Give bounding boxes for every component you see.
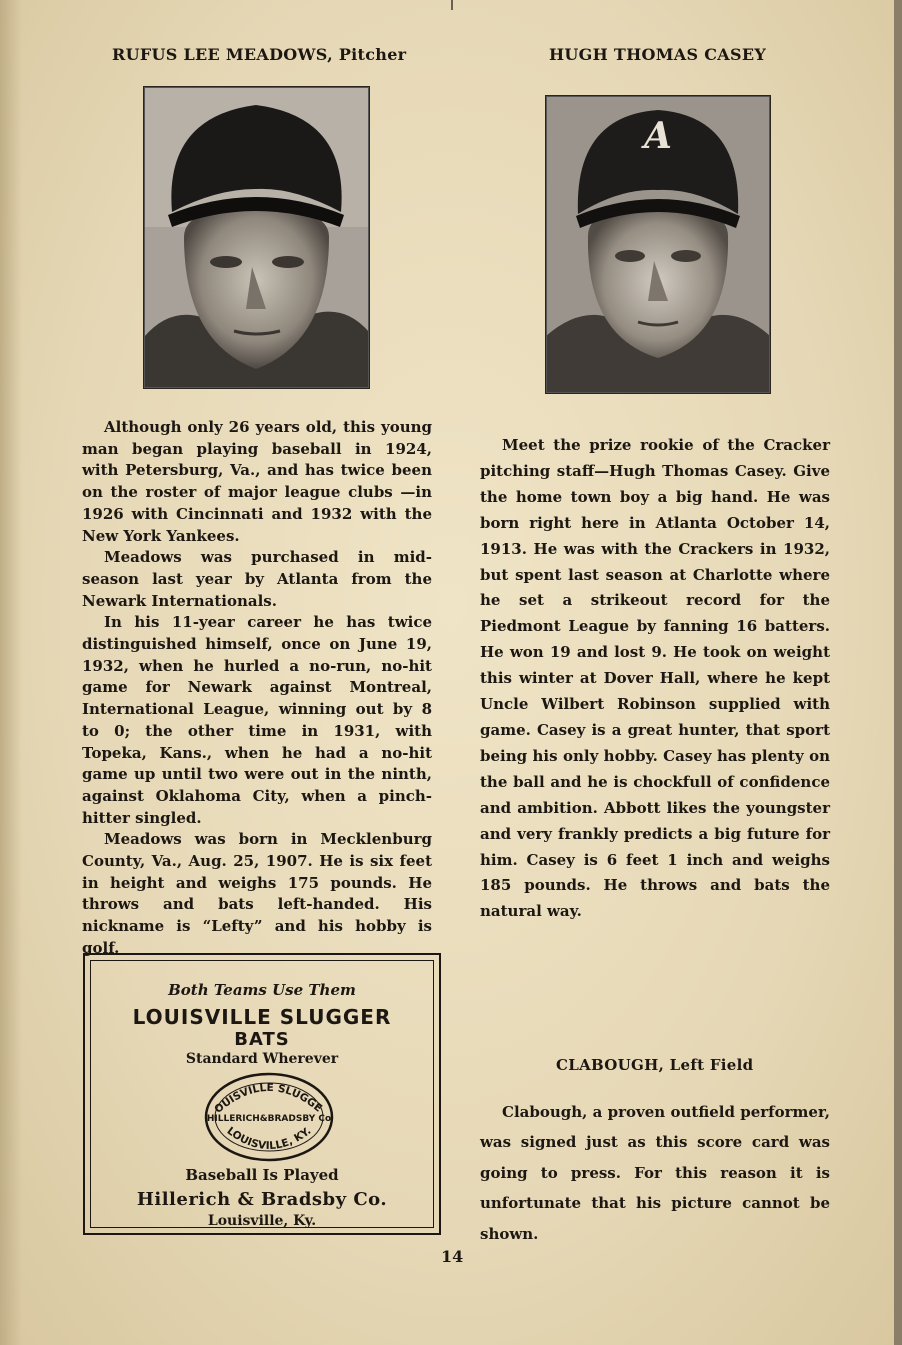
ad-tagline: Both Teams Use Them	[168, 981, 356, 999]
meadows-paragraph-2: Meadows was purchased in mid-season last year by Atlanta from the Newark Internationals.	[82, 548, 432, 610]
louisville-slugger-ad	[83, 953, 441, 1235]
casey-paragraph: Meet the prize rookie of the Cracker pitching staff—Hugh Thomas Casey. Give the home town boy a big hand. He was born right here in Atlanta October 14, 1913. He was with the Crackers in 1932, but spent last season at Charlotte where he set a strikeout record for the Piedmont League by fanning 16 batters. He won 19 and lost 9. He took on weight this winter at Dover Hall, where he kept Uncle Wilbert Robinson supplied with game. Casey is a great hunter, that sport being his only hobby. Casey has plenty on the ball and he is chockfull of confidence and ambition. Abbott likes the youngster and very frankly predicts a big future for him. Casey is 6 feet 1 inch and weighs 185 pounds. He throws and bats the natural way.	[480, 436, 830, 921]
ad-brand: LOUISVILLE SLUGGER	[132, 1005, 392, 1029]
ad-played: Baseball Is Played	[185, 1166, 339, 1184]
svg-text:LOUISVILLE SLUGGER	[203, 1071, 324, 1116]
logo-top-text: OUISVILLE SLUGGE	[212, 1081, 325, 1116]
oval-logo-icon	[203, 1071, 335, 1163]
page-shadow-left	[0, 0, 22, 1345]
logo-bottom-text: LOUISVILLE, KY.	[224, 1124, 314, 1153]
meadows-paragraph-1: Although only 26 years old, this young man began playing baseball in 1924, with Petersburg, Va., and has twice been on the roster of major league clubs —in 1926 with Cincinnati and 1932 with the New York Yankees.	[82, 418, 432, 545]
svg-text:LOUISVILLE, KY.	[225, 1125, 314, 1152]
ad-company: Hillerich & Bradsby Co.	[136, 1189, 388, 1210]
ad-inner-border	[90, 960, 434, 1228]
binding-mark	[451, 0, 453, 10]
ad-standard: Standard Wherever	[185, 1051, 339, 1067]
meadows-portrait-drawing	[144, 87, 369, 388]
casey-heading: HUGH THOMAS CASEY	[549, 45, 767, 64]
clabough-bio	[480, 1097, 830, 1249]
page-number: 14	[441, 1247, 464, 1266]
casey-bio	[480, 433, 830, 925]
clabough-heading: CLABOUGH, Left Field	[556, 1056, 754, 1074]
meadows-paragraph-4: Meadows was born in Mecklenburg County, Va., Aug. 25, 1907. He is six feet in height and weighs 175 pounds. He throws and bats left-handed. His nickname is “Lefty” and his hobby is golf.	[82, 830, 432, 957]
ad-city: Louisville, Ky.	[207, 1213, 317, 1229]
meadows-photo	[143, 86, 370, 389]
casey-portrait-drawing	[546, 96, 770, 393]
cap-letter: A	[644, 115, 672, 157]
meadows-paragraph-3: In his 11-year career he has twice distinguished himself, once on June 19, 1932, when he hurled a no-run, no-hit game for Newark against Montreal, International League, winning out by 8 to 0; the other time in 1931, with Topeka, Kans., when he had a no-hit game up until two were out in the ninth, against Oklahoma City, when a pinch-hitter singled.	[82, 613, 432, 827]
meadows-heading: RUFUS LEE MEADOWS, Pitcher	[112, 45, 407, 64]
clabough-paragraph: Clabough, a proven outfield performer, was signed just as this score card was going to press. For this reason it is unfortunate that his picture cannot be shown.	[480, 1103, 830, 1243]
meadows-bio	[82, 417, 432, 960]
ad-product: BATS	[234, 1029, 290, 1050]
casey-photo	[545, 95, 771, 394]
page-edge-right	[894, 0, 902, 1345]
louisville-slugger-logo	[203, 1071, 335, 1163]
logo-middle-text: HILLERICH&BRADSBY Co	[206, 1114, 332, 1124]
